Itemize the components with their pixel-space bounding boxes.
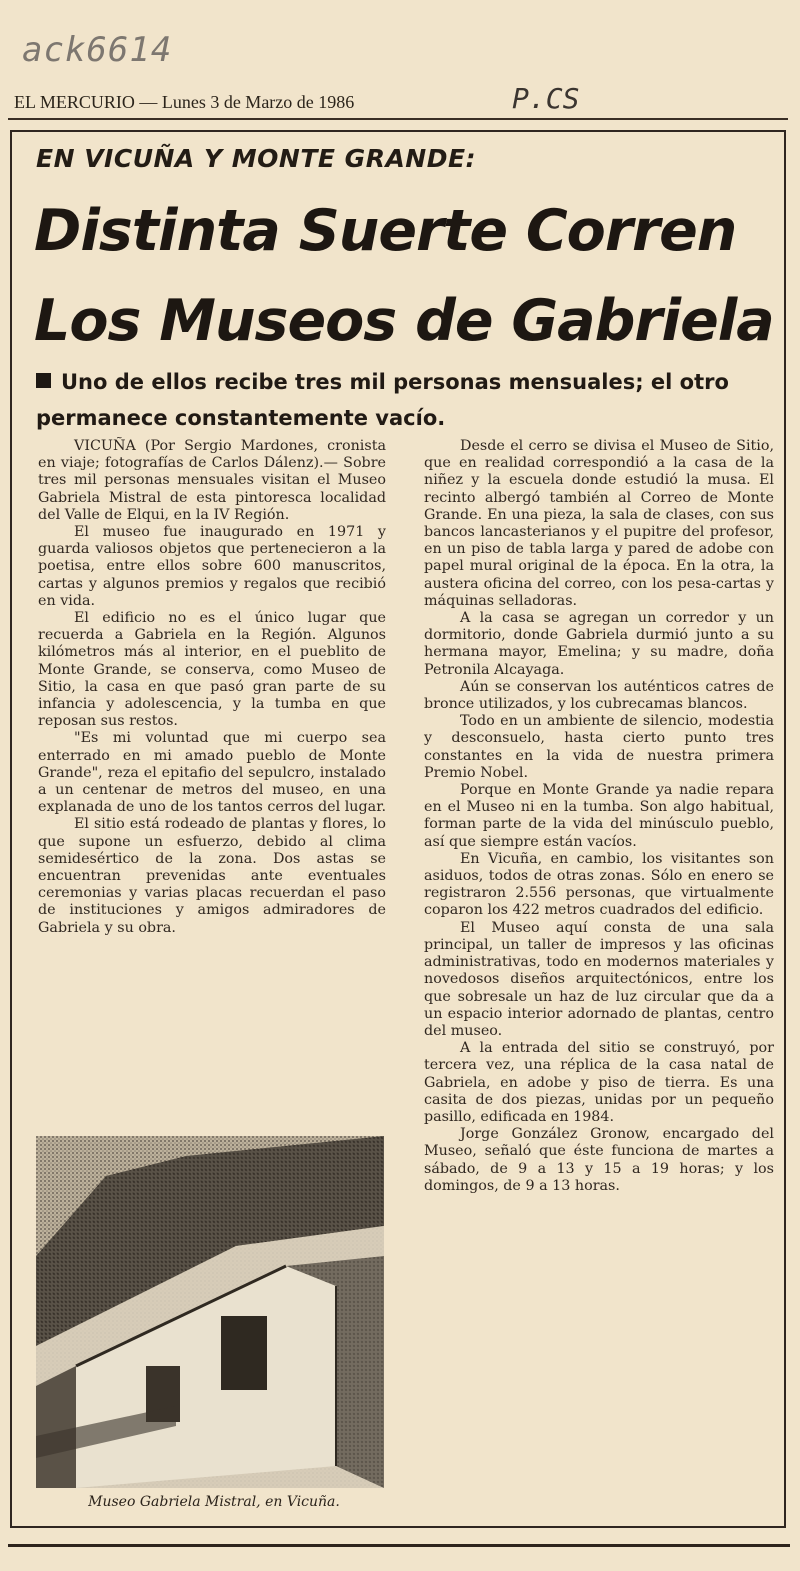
photo-caption: Museo Gabriela Mistral, en Vicuña. [88, 1494, 340, 1510]
right-paragraph: Porque en Monte Grande ya nadie repara en el Museo ni en la tumba. Son algo habitual, forman parte de la vida del minúsculo pueblo, así que siempre están vacíos. [424, 782, 774, 850]
left-paragraph: El museo fue inaugurado en 1971 y guarda valiosos objetos que pertenecieron a la poetisa, entre ellos sobre 600 manuscritos, cartas y algunos premios y regalos que recibió en vida. [38, 524, 386, 609]
museum-building-image [36, 1136, 384, 1488]
right-paragraph: El Museo aquí consta de una sala principal, un taller de impresos y las oficinas administrativas, todo en modernos materiales y novedosos diseños arquitectónicos, entre los que sobresale un haz de luz circular que da a un espacio interior adornado de plantas, centro del museo. [424, 919, 774, 1039]
left-paragraph: VICUÑA (Por Sergio Mardones, cronista en viaje; fotografías de Carlos Dálenz).— Sobre tres mil personas mensuales visitan el Museo Gabriela Mistral de esta pintoresca localidad del Valle de Elqui, en la IV Región. [38, 438, 386, 523]
handwritten-code: P.CS [512, 82, 580, 115]
right-paragraph: A la entrada del sitio se construyó, por tercera vez, una réplica de la casa natal de Gabriela, en adobe y piso de tierra. Es una casita de dos piezas, unidas por un pequeño pasillo, edificada en 1984. [424, 1040, 774, 1125]
right-paragraph: A la casa se agregan un corredor y un dormitorio, donde Gabriela durmió junto a su hermana mayor, Emelina; y su madre, doña Petronila Alcayaga. [424, 610, 774, 678]
article-headline [34, 186, 774, 366]
right-paragraph: En Vicuña, en cambio, los visitantes son asiduos, todos de otras zonas. Sólo en enero se registraron 2.556 personas, que virtualmente coparon los 422 metros cuadrados del edificio. [424, 850, 774, 919]
masthead-rule [8, 118, 788, 120]
square-bullet-icon [36, 373, 51, 388]
handwritten-reference: ack6614 [22, 30, 173, 70]
left-paragraph: "Es mi voluntad que mi cuerpo sea enterrado en mi amado pueblo de Monte Grande", reza el epitafio del sepulcro, instalado a un centenar de metros del museo, en una explanada de uno de los tantos cerros del lugar. [38, 730, 386, 816]
museum-photo [36, 1136, 384, 1488]
headline-line-1: Distinta Suerte Corren [34, 198, 737, 264]
right-paragraph: Jorge González Gronow, encargado del Museo, señaló que éste funciona de martes a sábado, de 9 a 13 y 15 a 19 horas; y los domingos, de 9 a 13 horas. [424, 1126, 774, 1194]
right-paragraph: Todo en un ambiente de silencio, modestia y desconsuelo, hasta cierto punto tres constantes en la vida de nuestra primera Premio Nobel. [424, 713, 774, 781]
right-paragraph: Aún se conservan los auténticos catres de bronce utilizados, y los cubrecamas blancos. [424, 678, 774, 713]
headline-line-2: Los Museos de Gabriela [34, 288, 774, 354]
left-paragraph: El edificio no es el único lugar que recuerda a Gabriela en la Región. Algunos kilómetros más al interior, en el pueblito de Monte Grande, se conserva, como Museo de Sitio, la casa en que pasó gran parte de su infancia y adolescencia, y la tumba en que reposan sus restos. [38, 610, 386, 730]
left-column [38, 438, 386, 937]
left-paragraph: El sitio está rodeado de plantas y flores, lo que supone un esfuerzo, debido al clima semidesértico de la zona. Dos astas se encuentran prevenidas ante eventuales ceremonias y varias placas recuerdan el paso de instituciones y amigos admiradores de Gabriela y su obra. [38, 816, 386, 936]
right-column [424, 438, 774, 1195]
article-deck [36, 364, 776, 436]
deck-text: Uno de ellos recibe tres mil personas mensuales; el otro permanece constantemente vacío. [36, 370, 729, 430]
right-paragraph: Desde el cerro se divisa el Museo de Sitio, que en realidad correspondió a la casa de la niñez y la escuela donde estudió la musa. El recinto albergó también al Correo de Monte Grande. En una pieza, la sala de clases, con sus bancos lancasterianos y el pupitre del profesor, en un piso de tabla larga y pared de adobe con papel mural original de la época. En la otra, la austera oficina del correo, con los pesa-cartas y máquinas selladoras. [424, 438, 774, 609]
bottom-rule [8, 1544, 790, 1547]
article-kicker: EN VICUÑA Y MONTE GRANDE: [36, 144, 477, 173]
newspaper-masthead: EL MERCURIO — Lunes 3 de Marzo de 1986 [14, 92, 355, 112]
